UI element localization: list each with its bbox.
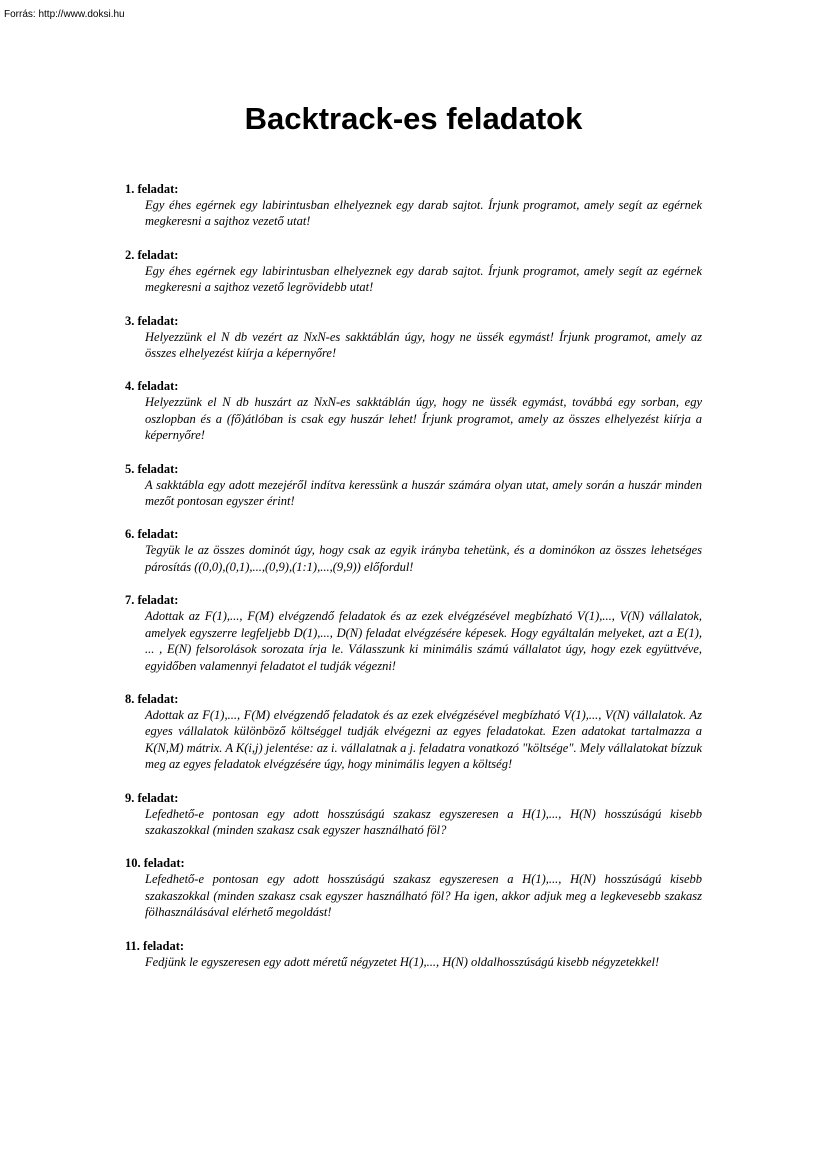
task-list [125,181,702,987]
page-title: Backtrack-es feladatok [244,101,583,136]
task-text: Helyezzünk el N db vezért az NxN-es sakktáblán úgy, hogy ne üssék egymást! Írjunk programot, amely az összes elhelyezést kiírja a képernyőre! [145,329,702,361]
task-item-8 [125,691,702,773]
task-heading: 10. feladat: [125,856,185,871]
task-item-11 [125,938,702,970]
task-heading: 11. feladat: [125,938,185,953]
task-text: Adottak az F(1),..., F(M) elvégzendő feladatok és az ezek elvégzésével megbízható V(1),..., V(N) vállalatok. Az egyes vállalatok különböző költséggel tudják elvégezni az egyes feladatokat. Ezen adatokat tartalmazza a K(N,M) mátrix. A K(i,j) jelentése: az i. vállalatnak a j. feladatra vonatkozó "költsége". Mely vállalatokat bízzuk meg az egyes feladatok elvégzésére úgy, hogy minimális legyen a költség! [145,707,702,772]
task-text: Adottak az F(1),..., F(M) elvégzendő feladatok és az ezek elvégzésével megbízható V(1),..., V(N) vállalatok, amelyek egyszerre legfeljebb D(1),..., D(N) feladat elvégzésére képesek. Hogy egyáltalán melyeket, azt a E(1), ... , E(N) felsorolások sorozata írja le. Válasszunk ki minimális számú vállalatot úgy, hogy ezek együttvéve, egyidőben valamennyi feladatot el tudják végezni! [145,609,702,673]
task-heading: 2. feladat: [125,247,179,262]
task-item-5 [125,461,702,510]
task-text: Egy éhes egérnek egy labirintusban elhelyeznek egy darab sajtot. Írjunk programot, amely segít az egérnek megkeresni a sajthoz vezető legrövidebb utat! [145,263,702,295]
task-heading: 3. feladat: [125,313,179,328]
task-item-4 [125,378,702,443]
task-text: Tegyük le az összes dominót úgy, hogy csak az egyik irányba tehetünk, és a dominókon az összes lehetséges párosítás ((0,0),(0,1),...,(0,9),(1:1),...,(9,9)) előfordul! [145,543,702,574]
task-heading: 4. feladat: [125,379,179,394]
task-text: Lefedhető-e pontosan egy adott hosszúságú szakasz egyszeresen a H(1),..., H(N) hosszúságú kisebb szakaszokkal (minden szakasz csak egyszer használható föl? Ha igen, akkor adjuk meg a legkevesebb szakasz fölhasználásával elérhető megoldást! [145,872,702,920]
task-heading: 1. feladat: [125,182,179,196]
task-text: Helyezzünk el N db huszárt az NxN-es sakktáblán úgy, hogy ne üssék egymást, továbbá egy sorban, egy oszlopban és a (fő)átlóban is csak egy huszár lehet! Írjunk programot, amely az összes elhelyezést kiírja a képernyőre! [145,395,702,443]
task-heading: 8. feladat: [125,691,179,706]
task-text: Lefedhető-e pontosan egy adott hosszúságú szakasz egyszeresen a H(1),..., H(N) hosszúságú kisebb szakaszokkal (minden szakasz csak egyszer használható föl? [145,806,702,837]
task-item-1 [125,181,702,230]
task-text: Fedjünk le egyszeresen egy adott méretű négyzetet H(1),..., H(N) oldalhosszúságú kisebb négyzetekkel! [145,954,660,969]
task-text: Egy éhes egérnek egy labirintusban elhelyeznek egy darab sajtot. Írjunk programot, amely segít az egérnek megkeresni a sajthoz vezető utat! [145,198,702,229]
task-item-7 [125,592,702,674]
task-item-2 [125,247,702,296]
task-item-6 [125,526,702,575]
task-item-3 [125,313,702,362]
task-heading: 5. feladat: [125,461,179,476]
task-text: A sakktábla egy adott mezejéről indítva keressünk a huszár számára olyan utat, amely során a huszár minden mezőt pontosan egyszer érint! [145,477,702,509]
task-heading: 6. feladat: [125,527,179,542]
task-item-10 [125,855,702,920]
task-item-9 [125,790,702,839]
source-note: Forrás: http://www.doksi.hu [4,9,125,20]
task-heading: 9. feladat: [125,790,179,805]
task-heading: 7. feladat: [125,593,179,608]
